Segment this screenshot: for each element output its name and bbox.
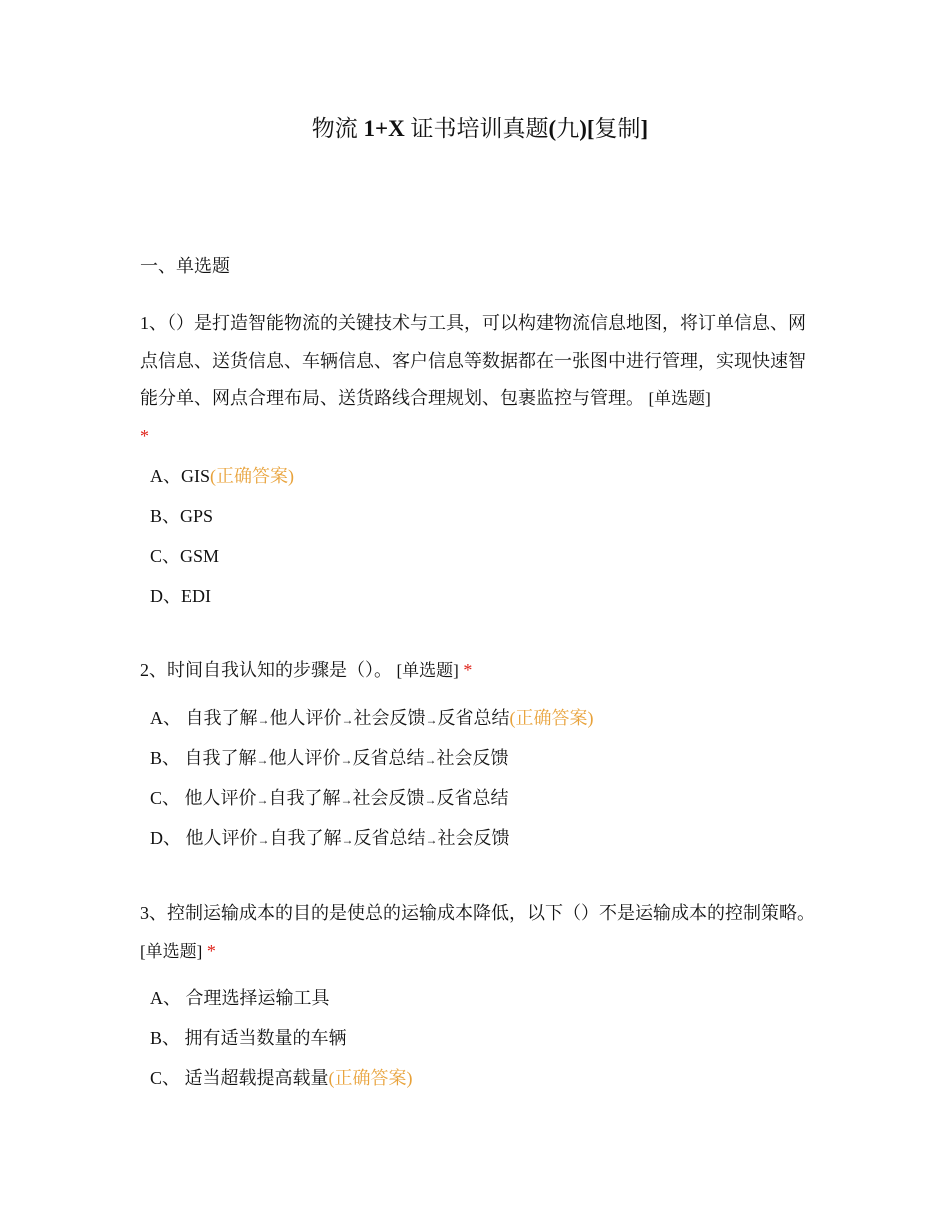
title-part: 复制 — [594, 116, 641, 141]
option-step: 反省总结 — [353, 828, 426, 848]
question-text: 1、（）是打造智能物流的关键技术与工具，可以构建物流信息地图，将订单信息、网点信息、送货信息、车辆信息、客户信息等数据都在一张图中进行管理，实现快速智能分单、网点合理布局、送货路线合理规划、包裹监控与管理。 — [140, 313, 806, 408]
option-2d[interactable] — [150, 825, 510, 853]
question-type: [单选题] — [648, 389, 711, 408]
title-part: 九 — [556, 116, 580, 141]
question-type: [单选题] — [396, 661, 459, 680]
arrow-icon: → — [341, 832, 354, 847]
option-text: B、GPS — [150, 506, 214, 526]
option-step: 自我了解 — [185, 708, 258, 728]
option-3c[interactable] — [150, 1065, 413, 1091]
option-text: 适当超载提高载量 — [184, 1068, 329, 1088]
option-text: D、EDI — [150, 586, 211, 606]
question-text: 3、控制运输成本的目的是使总的运输成本降低，以下（）不是运输成本的控制策略。 — [140, 903, 815, 923]
option-step: 社会反馈 — [352, 788, 425, 808]
required-star: * — [206, 940, 216, 961]
correct-answer-tag: (正确答案) — [328, 1068, 413, 1088]
option-step: 自我了解 — [268, 788, 341, 808]
arrow-icon: → — [340, 752, 353, 767]
option-1a[interactable] — [150, 463, 294, 489]
question-type: [单选题] — [140, 941, 203, 961]
required-star: * — [463, 660, 473, 680]
option-letter: D、 — [150, 828, 181, 848]
correct-answer-tag: (正确答案) — [210, 466, 295, 486]
option-text: 拥有适当数量的车辆 — [184, 1028, 347, 1048]
option-text: A、GIS — [150, 466, 211, 486]
option-step: 反省总结 — [436, 788, 509, 808]
option-letter: C、 — [150, 1068, 181, 1088]
option-text: C、GSM — [150, 546, 220, 566]
option-2a[interactable] — [150, 705, 594, 733]
option-step: 社会反馈 — [353, 708, 426, 728]
question-3 — [140, 895, 820, 970]
option-letter: A、 — [150, 708, 181, 728]
option-text: 合理选择运输工具 — [185, 988, 330, 1008]
option-step: 他人评价 — [268, 748, 341, 768]
option-3a[interactable] — [150, 985, 330, 1011]
option-step: 反省总结 — [437, 708, 510, 728]
option-1b[interactable] — [150, 503, 213, 529]
option-letter: B、 — [150, 1028, 181, 1048]
arrow-icon: → — [340, 792, 353, 807]
option-step: 他人评价 — [269, 708, 342, 728]
option-step: 他人评价 — [184, 788, 257, 808]
arrow-icon: → — [424, 792, 437, 807]
arrow-icon: → — [425, 832, 438, 847]
option-3b[interactable] — [150, 1025, 347, 1051]
arrow-icon: → — [257, 712, 270, 727]
arrow-icon: → — [341, 712, 354, 727]
option-step: 社会反馈 — [436, 748, 509, 768]
option-step: 他人评价 — [185, 828, 258, 848]
arrow-icon: → — [425, 712, 438, 727]
option-step: 自我了解 — [269, 828, 342, 848]
option-letter: C、 — [150, 788, 181, 808]
option-step: 反省总结 — [352, 748, 425, 768]
required-star: * — [140, 425, 149, 446]
arrow-icon: → — [257, 832, 270, 847]
arrow-icon: → — [424, 752, 437, 767]
option-1d[interactable] — [150, 583, 211, 609]
page-title — [0, 110, 950, 143]
title-part: 1+X — [363, 116, 405, 141]
title-part: ( — [548, 116, 557, 141]
option-step: 社会反馈 — [437, 828, 510, 848]
section-heading: 一、单选题 — [140, 256, 230, 276]
option-letter: A、 — [150, 988, 181, 1008]
correct-answer-tag: (正确答案) — [509, 708, 594, 728]
title-part: ] — [640, 116, 649, 141]
option-step: 自我了解 — [184, 748, 257, 768]
question-2 — [140, 652, 820, 690]
option-2c[interactable] — [150, 785, 509, 813]
title-part: 物流 — [311, 116, 364, 141]
title-part: 证书培训真题 — [404, 116, 549, 141]
arrow-icon: → — [256, 792, 269, 807]
question-1 — [140, 305, 820, 455]
title-part: )[ — [579, 116, 595, 141]
option-letter: B、 — [150, 748, 181, 768]
question-text: 2、时间自我认知的步骤是（）。 — [140, 660, 392, 680]
option-1c[interactable] — [150, 543, 219, 569]
option-2b[interactable] — [150, 745, 509, 773]
arrow-icon: → — [256, 752, 269, 767]
